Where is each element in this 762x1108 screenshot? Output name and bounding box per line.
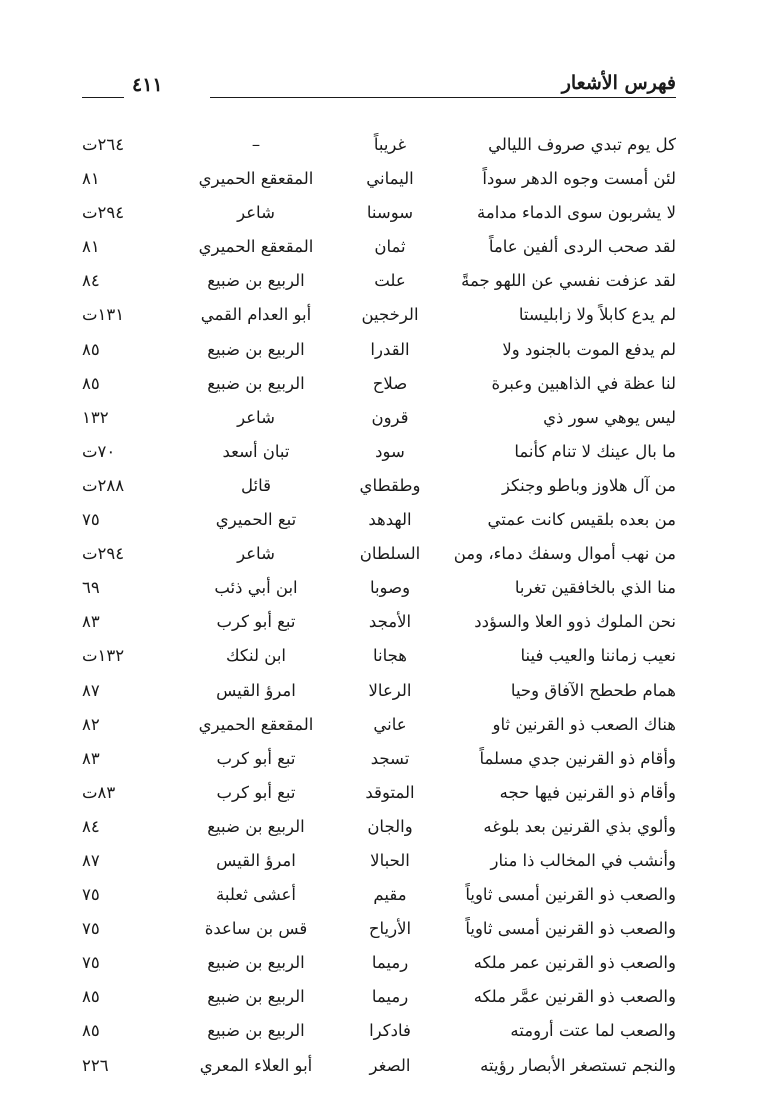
first-line-text: والصعب لما عتت أرومته: [510, 1021, 676, 1041]
page-reference: ٢٢٦: [82, 1055, 109, 1075]
index-row: [82, 230, 676, 264]
index-row: [82, 742, 676, 776]
poet-name: تبع أبو كرب: [216, 782, 296, 802]
index-row: [82, 980, 676, 1014]
index-row: [82, 128, 676, 162]
index-row: [82, 333, 676, 367]
page-reference: ٨٥: [82, 339, 100, 359]
page-reference: ٢٦٤ت: [82, 135, 125, 154]
page-reference: ٦٩: [82, 578, 100, 598]
index-row: [82, 912, 676, 946]
poet-name: الربيع بن ضبيع: [207, 1021, 305, 1041]
index-row: [82, 435, 676, 469]
first-line-text: لنا عظة في الذاهبين وعبرة: [491, 373, 676, 393]
page-reference: ٨٧: [82, 850, 100, 870]
index-row: [82, 503, 676, 537]
rhyme-word: الأرياح: [368, 919, 412, 939]
page-reference: ١٣١ت: [82, 305, 125, 325]
page-reference: ٧٠ت: [82, 441, 116, 461]
page-reference: ٨٣: [82, 612, 100, 632]
page-reference: ٨٤: [82, 816, 100, 836]
rhyme-word: السلطان: [359, 544, 421, 564]
first-line-text: من بعده بلقيس كانت عمتي: [487, 510, 676, 530]
first-line-text: ليس يوهي سور ذي: [543, 407, 676, 427]
poet-name: المقعقع الحميري: [198, 169, 314, 189]
page-reference: ٨٥: [82, 987, 100, 1007]
rhyme-word: اليماني: [366, 169, 414, 189]
page-number: ٤١١: [132, 74, 163, 96]
poet-name: تبع الحميري: [215, 510, 297, 530]
index-row: [82, 844, 676, 878]
first-line-text: لئن أمست وجوه الدهر سوداً: [482, 169, 676, 189]
first-line-text: وأنشب في المخالب ذا منار: [490, 850, 676, 870]
first-line-text: ما بال عينك لا تنام كأنما: [514, 441, 676, 461]
rhyme-word: المتوقد: [365, 782, 415, 802]
poet-name: امرؤ القيس: [216, 680, 296, 700]
index-row: [82, 605, 676, 639]
first-line-text: همام طحطح الآفاق وحيا: [510, 680, 676, 700]
page-title: فهرس الأشعار: [561, 72, 676, 94]
page-reference: ٧٥: [82, 510, 100, 530]
poet-name: شاعر: [237, 407, 275, 427]
rhyme-word: غريباً: [373, 135, 407, 154]
rhyme-word: والجان: [367, 816, 413, 836]
rhyme-word: الرعالا: [368, 680, 412, 700]
index-row: [82, 264, 676, 298]
first-line-text: والصعب ذو القرنين أمسى ثاوياً: [465, 919, 676, 939]
rhyme-word: صلاح: [372, 373, 408, 393]
poet-name: –: [251, 135, 261, 154]
index-row: [82, 946, 676, 980]
rhyme-word: الأمجد: [368, 612, 412, 632]
poet-name: امرؤ القيس: [216, 850, 296, 870]
page-reference: ٧٥: [82, 885, 100, 905]
rhyme-word: ثمان: [374, 237, 406, 257]
rhyme-word: علت: [374, 271, 406, 291]
index-row: [82, 196, 676, 230]
page-reference: ٧٥: [82, 919, 100, 939]
first-line-text: نحن الملوك ذوو العلا والسؤدد: [474, 612, 676, 632]
poet-name: ابن أبي ذئب: [214, 578, 298, 598]
page-reference: ٨١: [82, 237, 100, 257]
rhyme-word: فادكرا: [369, 1021, 411, 1041]
index-row: [82, 401, 676, 435]
rhyme-word: عاني: [373, 714, 407, 734]
poet-name: الربيع بن ضبيع: [207, 987, 305, 1007]
poet-name: تبع أبو كرب: [216, 612, 296, 632]
first-line-text: وألوي بذي القرنين بعد بلوغه: [483, 816, 676, 836]
index-row: [82, 162, 676, 196]
page-reference: ٨١: [82, 169, 100, 189]
page-reference: ١٣٢ت: [82, 646, 125, 666]
poet-name: شاعر: [237, 544, 275, 564]
index-row: [82, 571, 676, 605]
page-reference: ٨٥: [82, 373, 100, 393]
page-reference: ٧٥: [82, 953, 100, 973]
page-reference: ٢٩٤ت: [82, 203, 125, 223]
poet-name: شاعر: [237, 203, 275, 223]
index-row: [82, 776, 676, 810]
index-row: [82, 674, 676, 708]
poetry-index-list: [82, 128, 676, 1083]
first-line-text: لم يدع كابلاً ولا زابليستا: [518, 305, 676, 325]
poet-name: تبان أسعد: [222, 441, 290, 461]
first-line-text: وأقام ذو القرنين فيها حجه: [499, 782, 676, 802]
rhyme-word: الصغر: [369, 1055, 411, 1075]
page-header: [82, 72, 676, 102]
page-reference: ٨٥: [82, 1021, 100, 1041]
poet-name: قس بن ساعدة: [204, 919, 308, 939]
poet-name: أعشى ثعلبة: [216, 885, 296, 905]
poet-name: الربيع بن ضبيع: [207, 816, 305, 836]
rhyme-word: الحبالا: [370, 850, 410, 870]
rhyme-word: وطقطاي: [359, 475, 421, 495]
poet-name: المقعقع الحميري: [198, 237, 314, 257]
page-reference: ٨٧: [82, 680, 100, 700]
poet-name: أبو العدام القمي: [200, 305, 312, 325]
poet-name: قائل: [240, 475, 271, 495]
page-reference: ٨٣ت: [82, 782, 116, 802]
poet-name: أبو العلاء المعري: [199, 1055, 313, 1075]
index-row: [82, 878, 676, 912]
first-line-text: والصعب ذو القرنين أمسى ثاوياً: [465, 885, 676, 905]
index-row: [82, 1049, 676, 1083]
index-row: [82, 298, 676, 332]
page-reference: ١٣٢: [82, 407, 109, 427]
rhyme-word: قرون: [371, 407, 409, 427]
first-line-text: والصعب ذو القرنين عمَّر ملكه: [473, 987, 676, 1007]
index-row: [82, 367, 676, 401]
index-row: [82, 469, 676, 503]
first-line-text: والصعب ذو القرنين عمر ملكه: [473, 953, 676, 973]
first-line-text: وأقام ذو القرنين جدي مسلماً: [479, 748, 676, 768]
poet-name: تبع أبو كرب: [216, 748, 296, 768]
rhyme-word: وصوبا: [369, 578, 411, 598]
poet-name: المقعقع الحميري: [198, 714, 314, 734]
first-line-text: من نهب أموال وسفك دماء، ومن: [453, 544, 676, 564]
first-line-text: نعيب زماننا والعيب فينا: [520, 646, 676, 666]
index-row: [82, 810, 676, 844]
poet-name: الربيع بن ضبيع: [207, 953, 305, 973]
page-reference: ٢٨٨ت: [82, 475, 125, 495]
rhyme-word: الهدهد: [368, 510, 412, 530]
page-reference: ٨٤: [82, 271, 100, 291]
rhyme-word: هجانا: [373, 646, 407, 666]
first-line-text: لا يشربون سوى الدماء مدامة: [477, 203, 676, 223]
first-line-text: منا الذي بالخافقين تغربا: [514, 578, 676, 598]
rhyme-word: تسجد: [370, 748, 410, 768]
first-line-text: من آل هلاوز وباطو وجنكز: [501, 475, 676, 495]
page-reference: ٢٩٤ت: [82, 544, 125, 564]
first-line-text: والنجم تستصغر الأبصار رؤيته: [480, 1055, 676, 1075]
rhyme-word: القدرا: [370, 339, 410, 359]
first-line-text: هناك الصعب ذو القرنين ثاو: [492, 714, 676, 734]
rhyme-word: سوسنا: [366, 203, 414, 223]
page-reference: ٨٢: [82, 714, 100, 734]
index-row: [82, 708, 676, 742]
poet-name: الربيع بن ضبيع: [207, 373, 305, 393]
first-line-text: لم يدفع الموت بالجنود ولا: [502, 339, 676, 359]
index-row: [82, 639, 676, 673]
rhyme-word: رميما: [371, 987, 409, 1007]
first-line-text: لقد عزفت نفسي عن اللهو جمةً: [461, 271, 676, 291]
page-reference: ٨٣: [82, 748, 100, 768]
rhyme-word: مقيم: [373, 885, 407, 905]
rhyme-word: الرخجين: [361, 305, 419, 325]
poet-name: الربيع بن ضبيع: [207, 271, 305, 291]
rhyme-word: سود: [375, 441, 405, 461]
poet-name: ابن لنكك: [225, 646, 286, 666]
index-row: [82, 1014, 676, 1048]
poet-name: الربيع بن ضبيع: [207, 339, 305, 359]
first-line-text: لقد صحب الردى ألفين عاماً: [488, 237, 676, 257]
rhyme-word: رميما: [371, 953, 409, 973]
index-row: [82, 537, 676, 571]
first-line-text: كل يوم تبدي صروف الليالي: [488, 135, 676, 154]
